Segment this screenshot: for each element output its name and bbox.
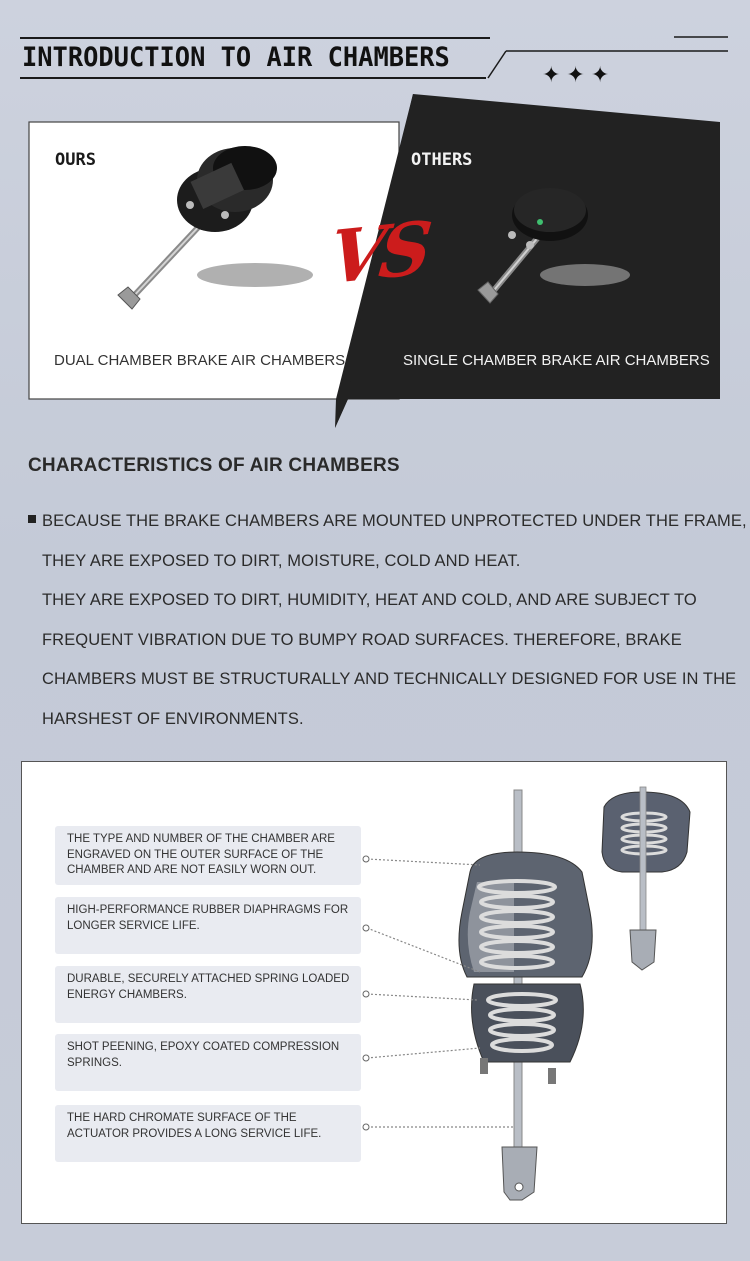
feature-box-actuator: THE HARD CHROMATE SURFACE OF THE ACTUATOR PROVIDES A LONG SERVICE LIFE. xyxy=(55,1105,361,1162)
title-bottom-rule xyxy=(20,77,486,79)
feature-box-engraving: THE TYPE AND NUMBER OF THE CHAMBER ARE ENGRAVED ON THE OUTER SURFACE OF THE CHAMBER AND ARE NOT EASILY WORN OUT. xyxy=(55,826,361,885)
characteristics-heading: CHARACTERISTICS OF AIR CHAMBERS xyxy=(28,455,400,476)
feature-box-diaphragm: HIGH-PERFORMANCE RUBBER DIAPHRAGMS FOR LONGER SERVICE LIFE. xyxy=(55,897,361,954)
stars-decoration: ✦✦✦ xyxy=(542,62,616,87)
characteristics-line: BECAUSE THE BRAKE CHAMBERS ARE MOUNTED UNPROTECTED UNDER THE FRAME, xyxy=(42,512,747,530)
feature-diagram-panel xyxy=(21,761,727,1224)
characteristics-line: THEY ARE EXPOSED TO DIRT, HUMIDITY, HEAT AND COLD, AND ARE SUBJECT TO xyxy=(42,591,697,609)
others-caption: SINGLE CHAMBER BRAKE AIR CHAMBERS xyxy=(403,352,710,369)
ours-caption: DUAL CHAMBER BRAKE AIR CHAMBERS xyxy=(54,352,346,369)
vs-label: VS xyxy=(325,204,431,301)
characteristics-line: CHAMBERS MUST BE STRUCTURALLY AND TECHNICALLY DESIGNED FOR USE IN THE xyxy=(42,670,737,688)
characteristics-line: HARSHEST OF ENVIRONMENTS. xyxy=(42,710,304,728)
characteristics-line: THEY ARE EXPOSED TO DIRT, MOISTURE, COLD AND HEAT. xyxy=(42,552,521,570)
title-top-rule xyxy=(20,37,490,39)
feature-box-spring-chamber: DURABLE, SECURELY ATTACHED SPRING LOADED ENERGY CHAMBERS. xyxy=(55,966,361,1023)
characteristics-line: FREQUENT VIBRATION DUE TO BUMPY ROAD SURFACES. THEREFORE, BRAKE xyxy=(42,631,682,649)
feature-box-springs: SHOT PEENING, EPOXY COATED COMPRESSION SPRINGS. xyxy=(55,1034,361,1091)
page-title: INTRODUCTION TO AIR CHAMBERS xyxy=(22,42,450,73)
ours-label: OURS xyxy=(55,150,96,170)
others-label: OTHERS xyxy=(411,150,473,170)
bullet-marker xyxy=(28,515,36,523)
